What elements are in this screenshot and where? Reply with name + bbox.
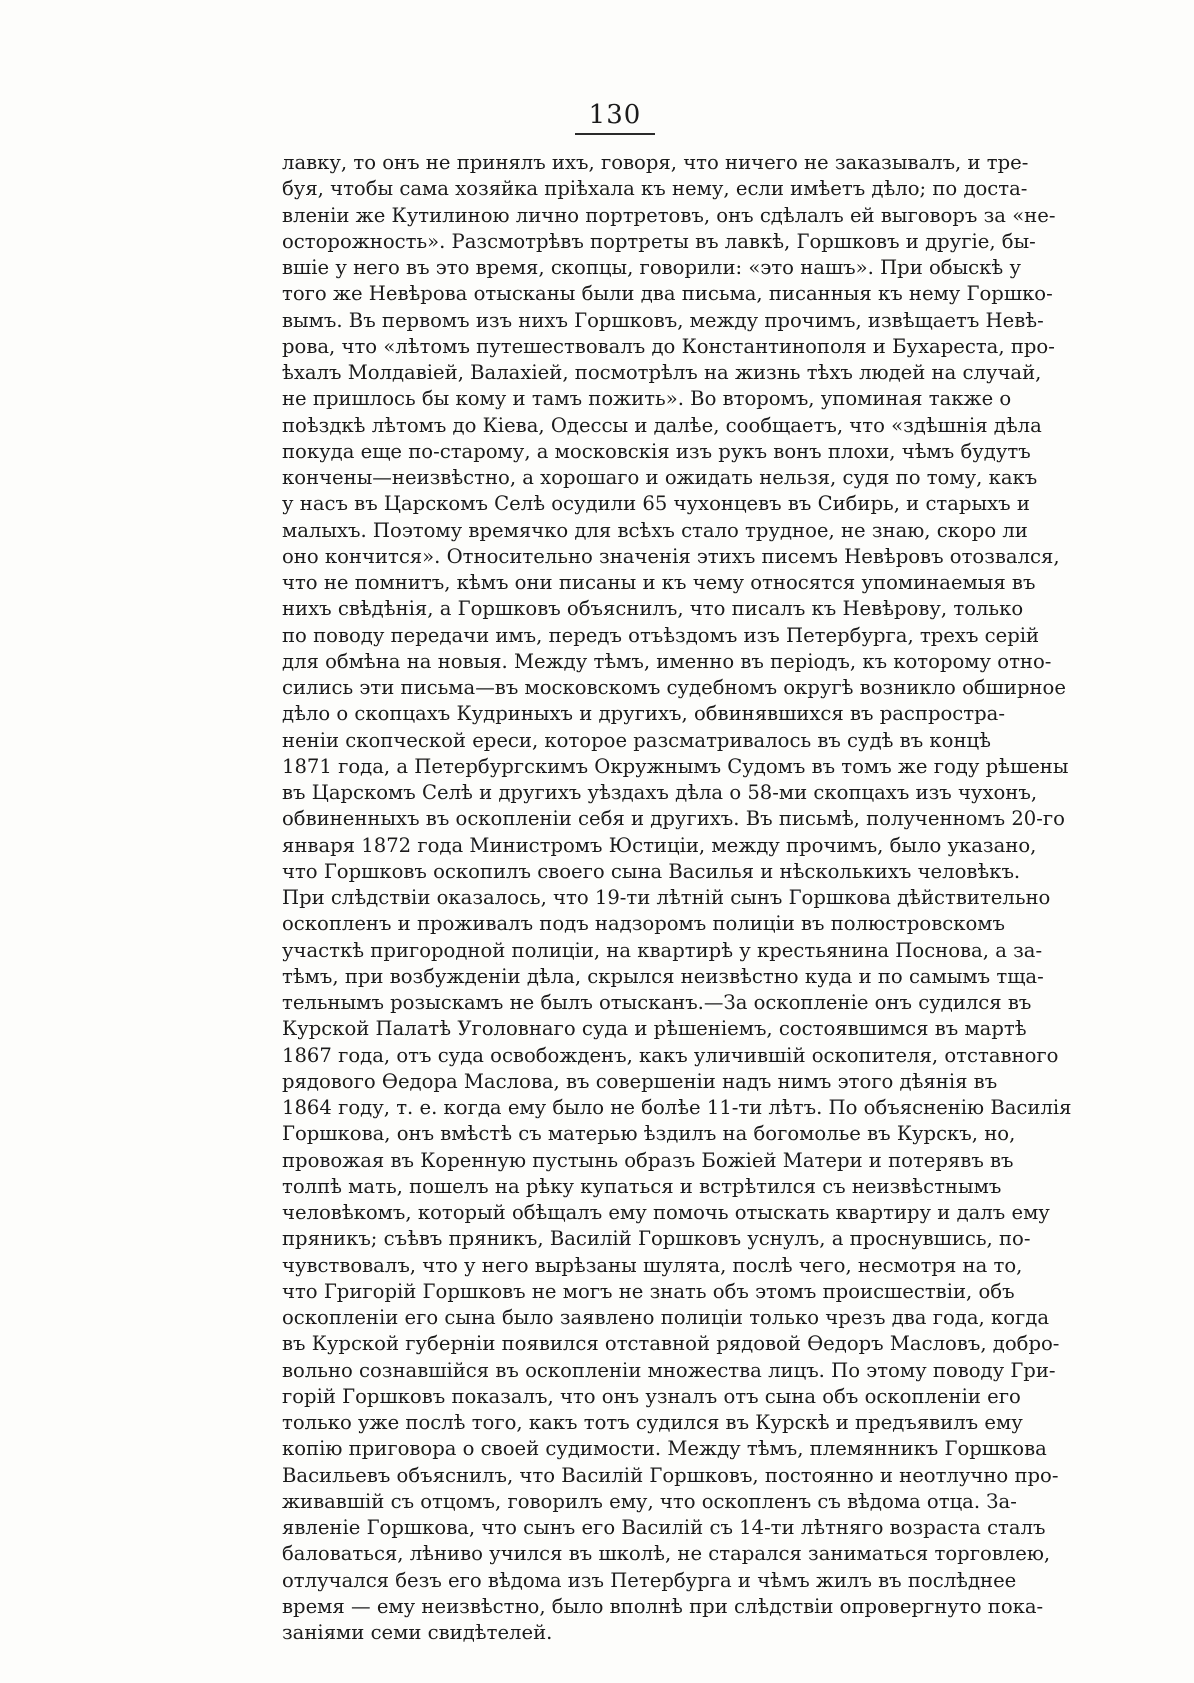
text-line: оскопленъ и проживалъ подъ надзоромъ полиціи въ полюстровскомъ <box>282 912 1005 936</box>
text-line: поѣздкѣ лѣтомъ до Кіева, Одессы и далѣе, сообщаетъ, что «здѣшнія дѣла <box>282 413 1042 437</box>
text-line: человѣкомъ, который обѣщалъ ему помочь отыскать квартиру и далъ ему <box>282 1201 1050 1224</box>
page-number-underline <box>575 133 655 135</box>
text-line: нихъ свѣдѣнія, а Горшковъ объяснилъ, что писалъ къ Невѣрову, только <box>282 597 1024 621</box>
text-line: лавку, то онъ не принялъ ихъ, говоря, что ничего не заказывалъ, и тре- <box>282 151 1029 174</box>
text-line: пряникъ; съѣвъ пряникъ, Василій Горшковъ уснулъ, а проснувшись, по- <box>282 1227 1031 1251</box>
text-line: оскопленіи его сына было заявлено полиціи только чрезъ два года, когда <box>282 1306 1050 1329</box>
text-line: толпѣ мать, пошелъ на рѣку купаться и встрѣтился съ неизвѣстнымъ <box>282 1174 1002 1198</box>
text-line: рядового Ѳедора Маслова, въ совершеніи надъ нимъ этого дѣянія въ <box>282 1069 998 1093</box>
text-line: тѣмъ, при возбужденіи дѣла, скрылся неизвѣстно куда и по самымъ тща- <box>282 964 1044 988</box>
text-line: января 1872 года Министромъ Юстиціи, между прочимъ, было указано, <box>282 833 1037 857</box>
text-line: живавшій съ отцомъ, говорилъ ему, что оскопленъ съ вѣдома отца. За- <box>282 1489 1017 1513</box>
page-number: 130 <box>588 100 642 130</box>
text-line: провожая въ Коренную пустынь образъ Божіей Матери и потерявъ въ <box>282 1148 1014 1172</box>
text-line: того же Невѣрова отысканы были два письма, писанныя къ нему Горшко- <box>282 282 1053 306</box>
text-line: покуда еще по-старому, а московскія изъ рукъ вонъ плохи, чѣмъ будутъ <box>282 439 1031 463</box>
text-line: вшіе у него въ это время, скопцы, говорили: «это нашъ». При обыскѣ у <box>282 256 1021 279</box>
text-line: явленіе Горшкова, что сынъ его Василій съ 14-ти лѣтняго возраста сталъ <box>282 1516 1046 1539</box>
text-line: что не помнитъ, кѣмъ они писаны и къ чему относятся упоминаемыя въ <box>282 571 1036 594</box>
text-line: сились эти письма—въ московскомъ судебномъ округѣ возникло обширное <box>282 676 1066 699</box>
text-line: баловаться, лѣниво учился въ школѣ, не старался заниматься торговлею, <box>282 1542 1051 1566</box>
text-line: участкѣ пригородной полиціи, на квартирѣ у крестьянина Поснова, а за- <box>282 938 1043 962</box>
text-line: При слѣдствіи оказалось, что 19-ти лѣтній сынъ Горшкова дѣйствительно <box>282 886 1051 909</box>
text-line: копію приговора о своей судимости. Между тѣмъ, племянникъ Горшкова <box>282 1437 1047 1461</box>
body-text <box>282 150 1072 1646</box>
text-line: малыхъ. Поэтому времячко для всѣхъ стало трудное, не знаю, скоро ли <box>282 518 1028 542</box>
text-line: для обмѣна на новыя. Между тѣмъ, именно въ періодъ, къ которому отно- <box>282 649 1052 673</box>
text-line: обвиненныхъ въ оскопленіи себя и другихъ. Въ письмѣ, полученномъ 20-го <box>282 807 1065 831</box>
text-line: у насъ въ Царскомъ Селѣ осудили 65 чухонцевъ въ Сибирь, и старыхъ и <box>282 492 1030 516</box>
text-line: чувствовалъ, что у него вырѣзаны шулята, послѣ чего, несмотря на то, <box>282 1253 1023 1277</box>
text-line: что Горшковъ оскопилъ своего сына Василья и нѣсколькихъ человѣкъ. <box>282 859 1021 883</box>
text-line: неніи скопческой ереси, которое разсматривалось въ судѣ въ концѣ <box>282 728 991 752</box>
text-line: не пришлось бы кому и тамъ пожить». Во второмъ, упоминая также о <box>282 387 1012 411</box>
text-line: въ Курской губерніи появился отставной рядовой Ѳедоръ Масловъ, добро- <box>282 1332 1060 1356</box>
text-line: горій Горшковъ показалъ, что онъ узналъ отъ сына объ оскопленіи его <box>282 1384 1021 1408</box>
text-line: тельнымъ розыскамъ не былъ отысканъ.—За оскопленіе онъ судился въ <box>282 991 1032 1014</box>
text-line: Васильевъ объяснилъ, что Василій Горшковъ, постоянно и неотлучно про- <box>282 1463 1059 1487</box>
text-line: вленіи же Кутилиною лично портретовъ, онъ сдѣлалъ ей выговоръ за «не- <box>282 203 1056 227</box>
text-line: Горшкова, онъ вмѣстѣ съ матерью ѣздилъ на богомолье въ Курскъ, но, <box>282 1122 1016 1146</box>
text-line: по поводу передачи имъ, передъ отъѣздомъ изъ Петербурга, трехъ серій <box>282 623 1040 647</box>
text-line: вольно сознавшійся въ оскопленіи множества лицъ. По этому поводу Гри- <box>282 1358 1056 1382</box>
text-line: отлучался безъ его вѣдома изъ Петербурга и чѣмъ жилъ въ послѣднее <box>282 1568 1017 1592</box>
text-line: 1871 года, а Петербургскимъ Окружнымъ Судомъ въ томъ же году рѣшены <box>282 754 1069 778</box>
text-line: буя, чтобы сама хозяйка пріѣхала къ нему, если имѣетъ дѣло; по доста- <box>282 177 1028 201</box>
text-line: ѣхалъ Молдавіей, Валахіей, посмотрѣлъ на жизнь тѣхъ людей на случай, <box>282 361 1042 384</box>
text-line: осторожность». Разсмотрѣвъ портреты въ лавкѣ, Горшковъ и другіе, бы- <box>282 229 1036 253</box>
text-line: заніями семи свидѣтелей. <box>282 1621 553 1644</box>
text-line: дѣло о скопцахъ Кудриныхъ и другихъ, обвинявшихся въ распростра- <box>282 702 1005 726</box>
text-line: только уже послѣ того, какъ тотъ судился въ Курскѣ и предъявилъ ему <box>282 1411 1023 1434</box>
text-line: 1867 года, отъ суда освобожденъ, какъ уличившій оскопителя, отставного <box>282 1043 1059 1067</box>
text-line: что Григорій Горшковъ не могъ не знать объ этомъ происшествіи, объ <box>282 1279 1015 1303</box>
text-line: вымъ. Въ первомъ изъ нихъ Горшковъ, между прочимъ, извѣщаетъ Невѣ- <box>282 308 1044 332</box>
text-line: въ Царскомъ Селѣ и другихъ уѣздахъ дѣла о 58-ми скопцахъ изъ чухонъ, <box>282 781 1038 804</box>
text-line: рова, что «лѣтомъ путешествовалъ до Константинополя и Бухареста, про- <box>282 334 1055 358</box>
text-line: 1864 году, т. е. когда ему было не болѣе 11-ти лѣтъ. По объясненію Василія <box>282 1096 1072 1119</box>
text-line: оно кончится». Относительно значенія этихъ писемъ Невѣровъ отозвался, <box>282 544 1060 568</box>
text-line: кончены—неизвѣстно, а хорошаго и ожидать нельзя, судя по тому, какъ <box>282 466 1038 489</box>
text-line: Курской Палатѣ Уголовнаго суда и рѣшеніемъ, состоявшимся въ мартѣ <box>282 1017 1027 1041</box>
text-line: время — ему неизвѣстно, было вполнѣ при слѣдствіи опровергнуто пока- <box>282 1594 1044 1618</box>
